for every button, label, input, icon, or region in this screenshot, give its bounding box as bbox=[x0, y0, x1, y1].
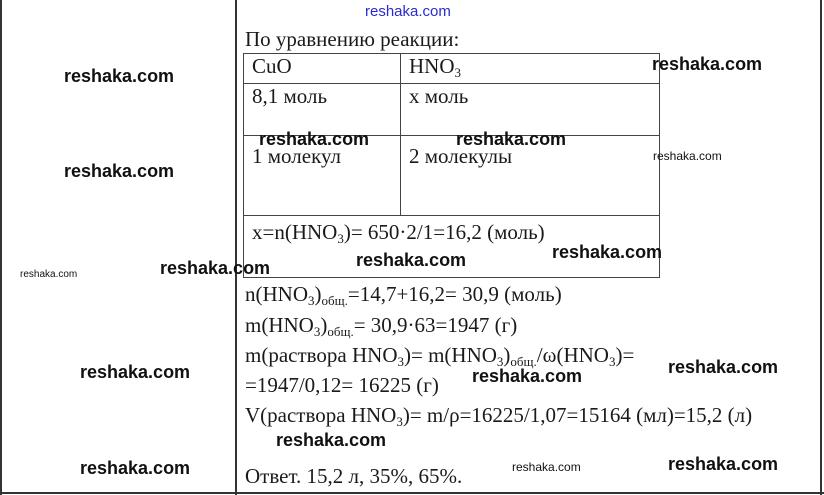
watermark: reshaka.com bbox=[653, 149, 722, 163]
watermark: reshaka.com bbox=[80, 362, 191, 382]
header-hno3: $HNO_3$ bbox=[401, 54, 660, 84]
watermark: reshaka.com bbox=[668, 454, 779, 474]
header-cuo: CuO bbox=[244, 54, 401, 84]
watermark: reshaka.com bbox=[552, 242, 663, 262]
intro-text: По уравнению реакции: bbox=[245, 27, 460, 51]
right-border bbox=[820, 0, 822, 495]
calc-line-2: $m(HNO_3)_{общ.}= 30,9\cdot 63=1947$ (г) bbox=[245, 313, 518, 339]
calc-line-5: V(раствора $HNO_3)= m/\rho=16225/1,07=15164$ (мл)=15,2 (л) bbox=[245, 403, 753, 429]
answer-line: Ответ. 15,2 л, 35%, 65%. bbox=[245, 464, 463, 488]
calc-line-1: $n(HNO_3)_{общ.}=14,7+16,2= 30,9$ (моль) bbox=[245, 282, 562, 308]
equation-cell: $x=n(HNO_3)= 650\cdot 2/1=16,2$ (моль) bbox=[244, 216, 660, 278]
watermark: reshaka.com bbox=[512, 460, 581, 474]
cell-hno3-molecules: 2 молекулы bbox=[401, 136, 660, 216]
watermark: reshaka.com bbox=[276, 430, 387, 450]
calc-line-4: =1947/0,12= 16225 (г) bbox=[245, 373, 439, 397]
watermark: reshaka.com bbox=[64, 161, 175, 181]
watermark: reshaka.com bbox=[64, 66, 175, 86]
bottom-border bbox=[0, 492, 824, 494]
watermark: reshaka.com bbox=[20, 269, 78, 280]
watermark: reshaka.com bbox=[160, 258, 271, 278]
watermark-top: reshaka.com bbox=[365, 3, 451, 20]
cell-hno3-moles: х моль bbox=[401, 84, 660, 136]
cell-cuo-moles: 8,1 моль bbox=[244, 84, 401, 136]
column-divider bbox=[235, 0, 237, 495]
watermark: reshaka.com bbox=[259, 129, 370, 149]
watermark: reshaka.com bbox=[456, 129, 567, 149]
table-row bbox=[244, 84, 660, 136]
calc-line-3: m(раствора $HNO_3)= m(HNO_3)_{общ.}/\omega(HNO_3)=$ bbox=[245, 343, 635, 369]
watermark: reshaka.com bbox=[356, 250, 467, 270]
watermark: reshaka.com bbox=[80, 458, 191, 478]
table-row bbox=[244, 54, 660, 84]
watermark: reshaka.com bbox=[472, 366, 583, 386]
watermark: reshaka.com bbox=[668, 357, 779, 377]
left-border bbox=[0, 0, 2, 495]
cell-cuo-molecules: 1 молекул bbox=[244, 136, 401, 216]
watermark: reshaka.com bbox=[652, 54, 763, 74]
